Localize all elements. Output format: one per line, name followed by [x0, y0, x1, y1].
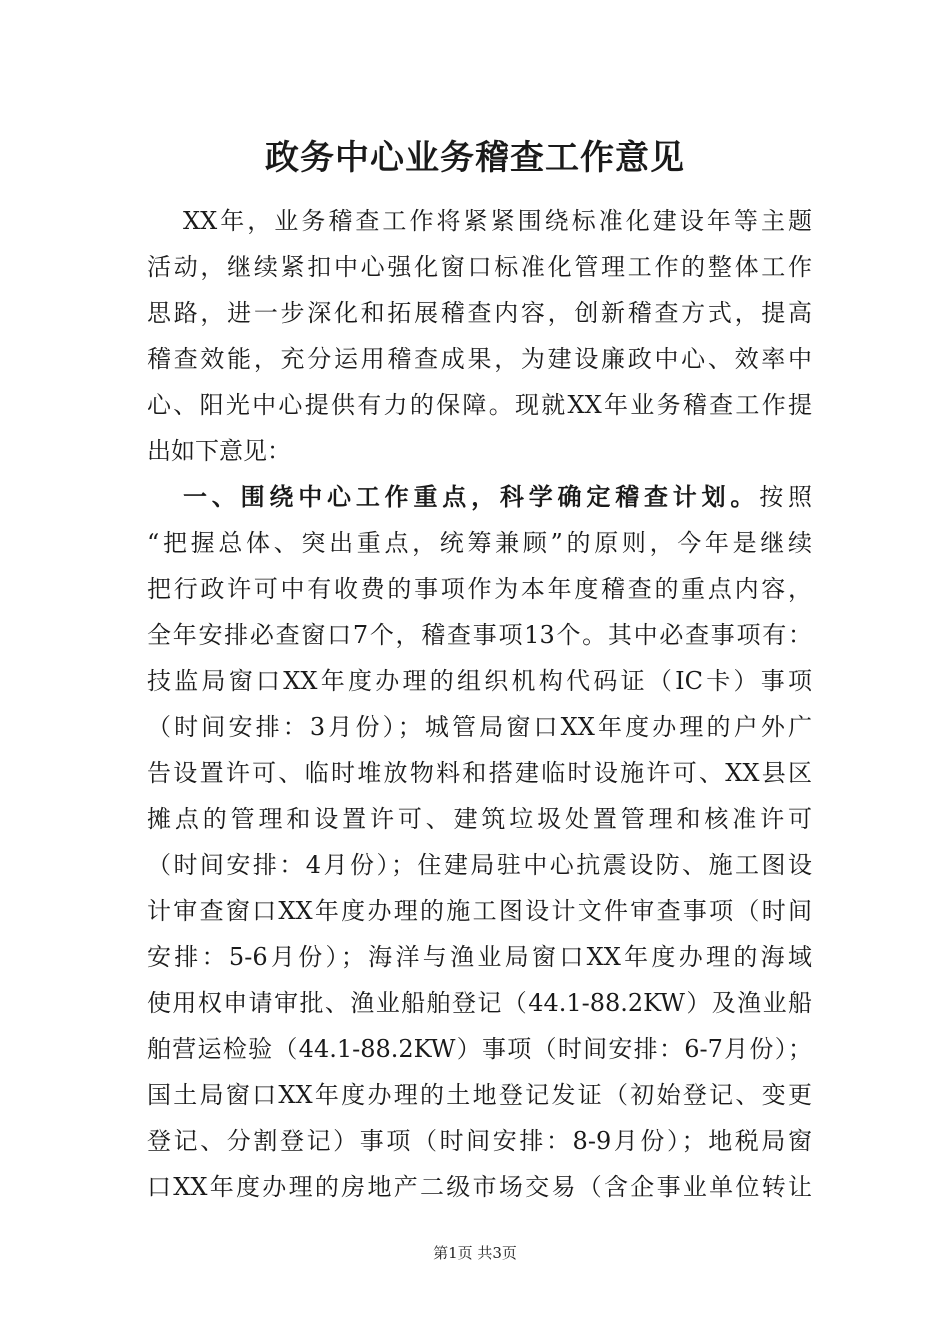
paragraph-line: 计审查窗口XX年度办理的施工图设计文件审查事项（时间	[147, 897, 812, 925]
paragraph-line: （时间安排：4月份）；住建局驻中心抗震设防、施工图设	[147, 851, 812, 879]
paragraph-line: 思路，进一步深化和拓展稽查内容，创新稽查方式，提高	[147, 299, 812, 327]
paragraph-line: 舶营运检验（44.1-88.2KW）事项（时间安排：6-7月份）；	[147, 1035, 812, 1063]
paragraph-line: 心、阳光中心提供有力的保障。现就XX年业务稽查工作提	[147, 391, 812, 419]
section-heading: 一、围绕中心工作重点，科学确定稽查计划。	[183, 483, 760, 511]
paragraph-line: 使用权申请审批、渔业船舶登记（44.1-88.2KW）及渔业船	[147, 989, 812, 1017]
paragraph-line: 国土局窗口XX年度办理的土地登记发证（初始登记、变更	[147, 1081, 812, 1109]
document-title: 政务中心业务稽查工作意见	[265, 138, 685, 178]
paragraph-line: 安排：5-6月份）；海洋与渔业局窗口XX年度办理的海域	[147, 943, 812, 971]
paragraph-line: XX年，业务稽查工作将紧紧围绕标准化建设年等主题	[183, 207, 812, 235]
paragraph-line: 口XX年度办理的房地产二级市场交易（含企事业单位转让	[147, 1173, 812, 1201]
paragraph-line: “把握总体、突出重点，统筹兼顾”的原则，今年是继续	[147, 529, 812, 557]
paragraph-line: 稽查效能，充分运用稽查成果，为建设廉政中心、效率中	[147, 345, 812, 373]
paragraph-line: 摊点的管理和设置许可、建筑垃圾处置管理和核准许可	[147, 805, 812, 833]
paragraph-line: 活动，继续紧扣中心强化窗口标准化管理工作的整体工作	[147, 253, 812, 281]
paragraph-line: 技监局窗口XX年度办理的组织机构代码证（IC卡）事项	[147, 667, 812, 695]
paragraph-line: 登记、分割登记）事项（时间安排：8-9月份）；地税局窗	[147, 1127, 812, 1155]
paragraph-line: 全年安排必查窗口7个，稽查事项13个。其中必查事项有：	[147, 621, 812, 649]
page-footer: 第1页 共3页	[433, 1244, 517, 1262]
section-heading-tail: 按照	[759, 483, 813, 511]
paragraph-line: 出如下意见：	[147, 437, 291, 465]
paragraph-line: 把行政许可中有收费的事项作为本年度稽查的重点内容，	[147, 575, 812, 603]
paragraph-line: （时间安排：3月份）；城管局窗口XX年度办理的户外广	[147, 713, 812, 741]
section-heading-line	[147, 474, 812, 520]
paragraph-line: 告设置许可、临时堆放物料和搭建临时设施许可、XX县区	[147, 759, 812, 787]
document-body	[147, 198, 812, 1210]
